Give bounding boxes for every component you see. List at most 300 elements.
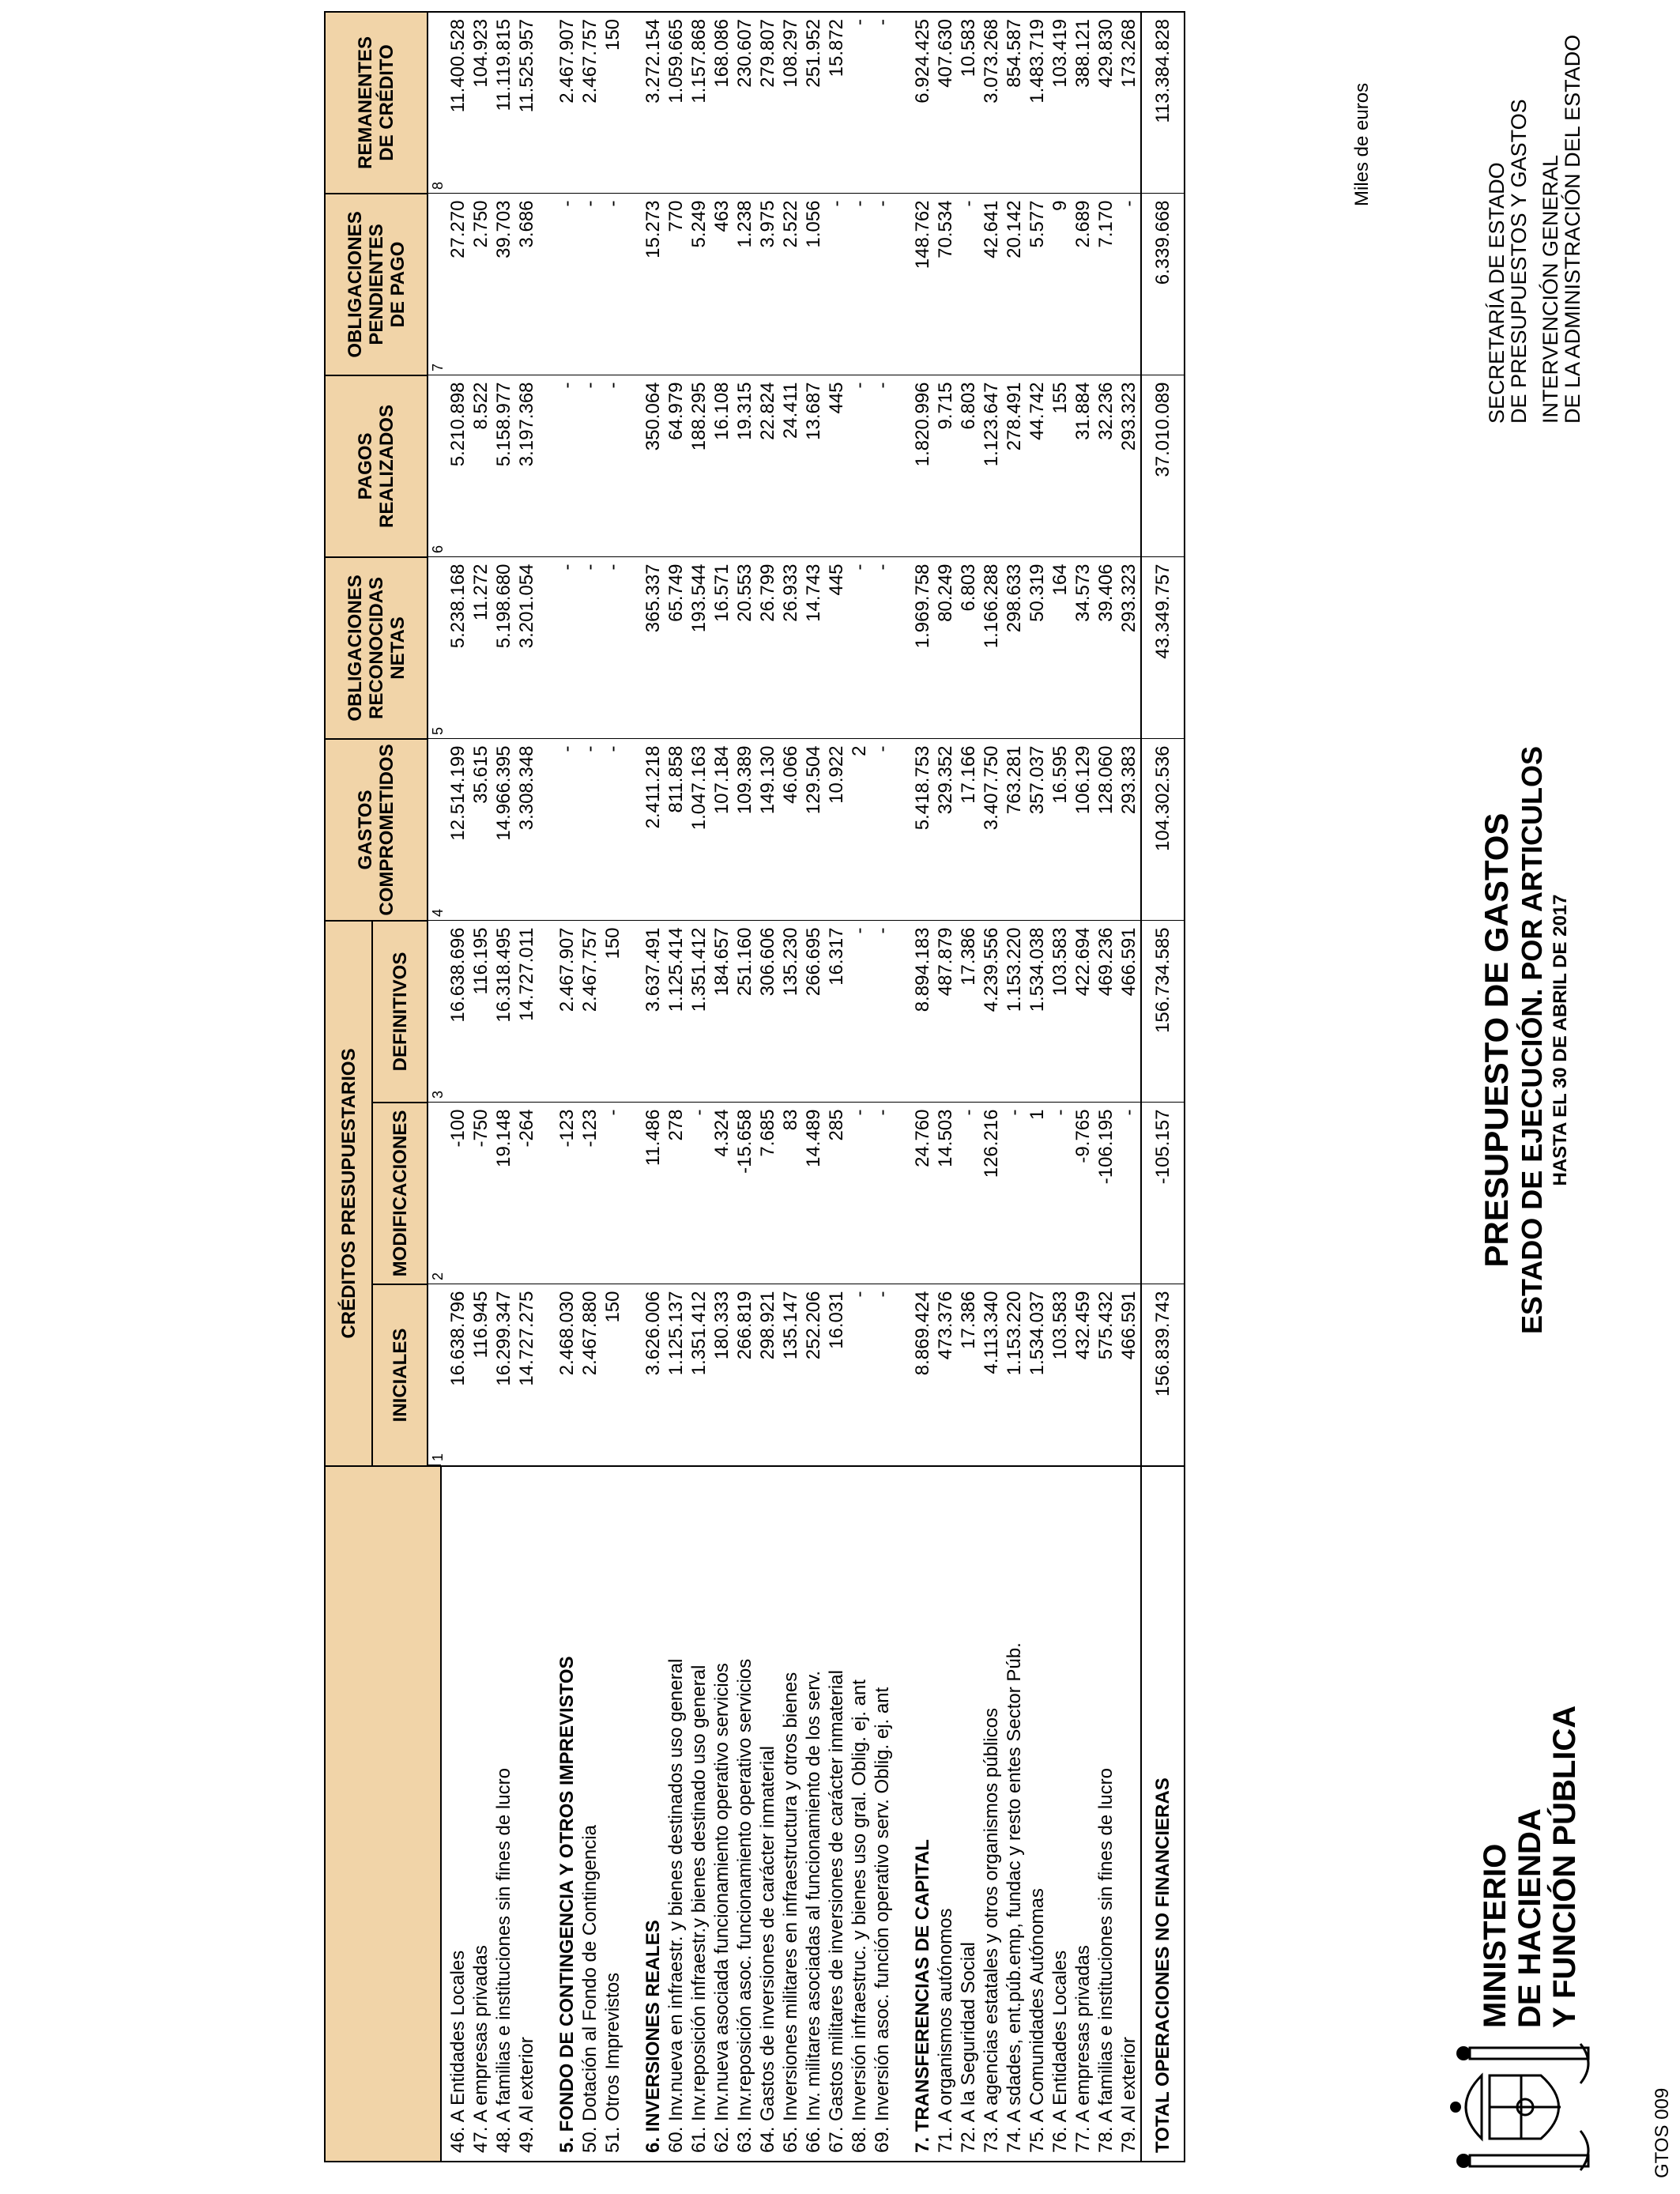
table-row — [957, 12, 980, 2162]
value-cell: 150 — [601, 921, 624, 1103]
row-label: 66. Inv. militares asociadas al funcionamiento de los serv. — [802, 1466, 825, 2162]
value-cell: 293.323 — [1117, 375, 1141, 557]
value-cell: - — [957, 194, 980, 375]
value-cell: 1.123.647 — [980, 375, 1003, 557]
value-cell: 2.467.880 — [578, 1284, 601, 1466]
spacer-cell — [894, 921, 911, 1103]
header-gastos-line-1: GASTOS — [355, 790, 376, 870]
value-cell: 4.324 — [710, 1103, 733, 1284]
row-label: 6. INVERSIONES REALES — [642, 1466, 665, 2162]
value-cell: 1.238 — [733, 194, 756, 375]
spacer-row — [624, 12, 642, 2162]
table-header — [325, 12, 446, 2162]
value-cell: - — [1003, 1103, 1026, 1284]
spacer-cell — [894, 1466, 911, 2162]
table-row — [492, 12, 515, 2162]
value-cell: 43.349.757 — [1141, 557, 1185, 739]
value-cell: -9.765 — [1072, 1103, 1094, 1284]
value-cell: - — [1049, 1103, 1072, 1284]
coat-of-arms-logo — [1438, 2040, 1604, 2174]
value-cell: 6.803 — [957, 375, 980, 557]
spacer-cell — [894, 375, 911, 557]
value-cell: 1.153.220 — [1003, 921, 1026, 1103]
value-cell: 10.583 — [957, 12, 980, 194]
value-cell: 180.333 — [710, 1284, 733, 1466]
value-cell: 11.525.957 — [515, 12, 538, 194]
spacer-cell — [624, 739, 642, 921]
value-cell: 2 — [848, 739, 871, 921]
spacer-cell — [624, 12, 642, 194]
spacer-cell — [538, 12, 556, 194]
column-number-cell — [428, 194, 446, 375]
value-cell: 129.504 — [802, 739, 825, 921]
row-label: 61. Inv.reposición infraestr.y bienes destinado uso general — [687, 1466, 710, 2162]
value-cell: 42.641 — [980, 194, 1003, 375]
value-cell: 16.638.796 — [441, 1284, 469, 1466]
value-cell: 156.839.743 — [1141, 1284, 1185, 1466]
value-cell: 113.384.828 — [1141, 12, 1185, 194]
spacer-cell — [894, 739, 911, 921]
header-modificaciones: MODIFICACIONES — [372, 1103, 428, 1284]
value-cell: 107.184 — [710, 739, 733, 921]
intervencion-line-1: INTERVENCIÓN GENERAL — [1539, 154, 1562, 424]
value-cell: 2.467.757 — [578, 12, 601, 194]
value-cell: - — [556, 739, 578, 921]
spacer-cell — [538, 1103, 556, 1284]
value-cell: 27.270 — [441, 194, 469, 375]
value-cell: 3.201.054 — [515, 557, 538, 739]
value-cell: 164 — [1049, 557, 1072, 739]
ministry-line-1: MINISTERIO — [1478, 1843, 1512, 2028]
spacer-cell — [538, 921, 556, 1103]
value-cell: -123 — [556, 1103, 578, 1284]
value-cell: 103.583 — [1049, 921, 1072, 1103]
value-cell: - — [556, 194, 578, 375]
value-cell: - — [687, 1103, 710, 1284]
row-label: 72. A la Seguridad Social — [957, 1466, 980, 2162]
header-obligaciones-line-2: RECONOCIDAS — [365, 576, 387, 719]
value-cell: 298.633 — [1003, 557, 1026, 739]
spacer-cell — [624, 557, 642, 739]
value-cell: 251.160 — [733, 921, 756, 1103]
value-cell: 9.715 — [934, 375, 957, 557]
value-cell: 24.411 — [779, 375, 802, 557]
table-row — [665, 12, 687, 2162]
table-row — [848, 12, 871, 2162]
header-pendientes — [325, 194, 428, 375]
value-cell: - — [848, 921, 871, 1103]
table-row — [469, 12, 492, 2162]
intervencion-line-2: DE LA ADMINISTRACIÓN DEL ESTADO — [1561, 34, 1584, 424]
row-label: 69. Inversión asoc. función operativo serv. Oblig. ej. ant — [871, 1466, 894, 2162]
value-cell: 1.059.665 — [665, 12, 687, 194]
value-cell: 15.872 — [825, 12, 848, 194]
value-cell: - — [601, 1103, 624, 1284]
value-cell: 3.626.006 — [642, 1284, 665, 1466]
value-cell: -15.658 — [733, 1103, 756, 1284]
value-cell: 156.734.585 — [1141, 921, 1185, 1103]
section-row — [911, 12, 934, 2162]
section-row — [556, 12, 578, 2162]
value-cell: 16.317 — [825, 921, 848, 1103]
row-label: 49. Al exterior — [515, 1466, 538, 2162]
value-cell: 5.577 — [1026, 194, 1049, 375]
value-cell: 293.383 — [1117, 739, 1141, 921]
value-cell: 5.210.898 — [441, 375, 469, 557]
row-label: 71. A organismos autónomos — [934, 1466, 957, 2162]
value-cell: 266.695 — [802, 921, 825, 1103]
value-cell: 2.522 — [779, 194, 802, 375]
value-cell: 155 — [1049, 375, 1072, 557]
value-cell: 128.060 — [1094, 739, 1117, 921]
value-cell: 3.686 — [515, 194, 538, 375]
value-cell: 135.230 — [779, 921, 802, 1103]
value-cell: 429.830 — [1094, 12, 1117, 194]
spacer-cell — [894, 194, 911, 375]
value-cell: 266.819 — [733, 1284, 756, 1466]
value-cell: 13.687 — [802, 375, 825, 557]
value-cell: 106.129 — [1072, 739, 1094, 921]
value-cell: 12.514.199 — [441, 739, 469, 921]
row-label: 75. A Comunidades Autónomas — [1026, 1466, 1049, 2162]
row-label: 7. TRANSFERENCIAS DE CAPITAL — [911, 1466, 934, 2162]
column-number-cell — [428, 1103, 446, 1284]
header-remanentes-line-2: DE CRÉDITO — [376, 44, 397, 161]
value-cell: 149.130 — [756, 739, 779, 921]
value-cell: 2.467.757 — [578, 921, 601, 1103]
header-pendientes-line-2: PENDIENTES — [365, 224, 387, 345]
value-cell: 14.489 — [802, 1103, 825, 1284]
table-row — [515, 12, 538, 2162]
table-row — [825, 12, 848, 2162]
value-cell: 6.924.425 — [911, 12, 934, 194]
column-number-cell — [428, 557, 446, 739]
header-pagos — [325, 375, 428, 557]
value-cell: 135.147 — [779, 1284, 802, 1466]
value-cell: 763.281 — [1003, 739, 1026, 921]
header-pendientes-line-3: DE PAGO — [386, 241, 409, 328]
value-cell: 50.319 — [1026, 557, 1049, 739]
row-label: 74. A sdades, ent.púb.emp, fundac y resto entes Sector Púb. — [1003, 1466, 1026, 2162]
spacer-row — [538, 12, 556, 2162]
value-cell: 17.386 — [957, 1284, 980, 1466]
value-cell: -750 — [469, 1103, 492, 1284]
value-cell: 298.921 — [756, 1284, 779, 1466]
value-cell: 1.483.719 — [1026, 12, 1049, 194]
value-cell: - — [601, 375, 624, 557]
table-row — [1072, 12, 1094, 2162]
header-gastos — [325, 739, 428, 921]
value-cell: 2.467.907 — [556, 921, 578, 1103]
value-cell: 32.236 — [1094, 375, 1117, 557]
value-cell: 108.297 — [779, 12, 802, 194]
value-cell: 46.066 — [779, 739, 802, 921]
value-cell: -100 — [441, 1103, 469, 1284]
value-cell: - — [871, 739, 894, 921]
table-row — [934, 12, 957, 2162]
value-cell: 17.386 — [957, 921, 980, 1103]
value-cell: 2.689 — [1072, 194, 1094, 375]
value-cell: -123 — [578, 1103, 601, 1284]
header-pendientes-line-1: OBLIGACIONES — [344, 211, 366, 358]
header-remanentes-line-1: REMANENTES — [355, 36, 376, 169]
spacer-cell — [538, 1284, 556, 1466]
value-cell: - — [1117, 194, 1141, 375]
value-cell: 8.522 — [469, 375, 492, 557]
value-cell: 9 — [1049, 194, 1072, 375]
value-cell: - — [848, 1284, 871, 1466]
value-cell: 278.491 — [1003, 375, 1026, 557]
value-cell: 422.694 — [1072, 921, 1094, 1103]
value-cell: 17.166 — [957, 739, 980, 921]
value-cell: - — [871, 1284, 894, 1466]
header-iniciales: INICIALES — [372, 1284, 428, 1466]
row-label: 51. Otros Imprevistos — [601, 1466, 624, 2162]
value-cell: 65.749 — [665, 557, 687, 739]
value-cell: 103.583 — [1049, 1284, 1072, 1466]
header-obligaciones-line-1: OBLIGACIONES — [344, 575, 366, 722]
table-row — [1117, 12, 1141, 2162]
value-cell: 1.125.137 — [665, 1284, 687, 1466]
value-cell: 16.318.495 — [492, 921, 515, 1103]
value-cell: 1.820.996 — [911, 375, 934, 557]
table-row — [687, 12, 710, 2162]
value-cell: 16.299.347 — [492, 1284, 515, 1466]
value-cell: - — [1117, 1103, 1141, 1284]
value-cell: 116.945 — [469, 1284, 492, 1466]
value-cell: 34.573 — [1072, 557, 1094, 739]
row-label: 5. FONDO DE CONTINGENCIA Y OTROS IMPREVISTOS — [556, 1466, 578, 2162]
row-label: 78. A familias e instituciones sin fines de lucro — [1094, 1466, 1117, 2162]
value-cell: - — [848, 557, 871, 739]
value-cell: 39.406 — [1094, 557, 1117, 739]
value-cell: 251.952 — [802, 12, 825, 194]
column-number: 7 — [430, 363, 446, 371]
value-cell: 1.351.412 — [687, 1284, 710, 1466]
value-cell: - — [601, 194, 624, 375]
spacer-cell — [624, 194, 642, 375]
value-cell: 173.268 — [1117, 12, 1141, 194]
value-cell: 15.273 — [642, 194, 665, 375]
value-cell: 1.351.412 — [687, 921, 710, 1103]
spacer-cell — [894, 1103, 911, 1284]
column-number: 1 — [430, 1453, 446, 1461]
units-label: Miles de euros — [1351, 82, 1373, 206]
table-row — [1049, 12, 1072, 2162]
value-cell: 1.534.038 — [1026, 921, 1049, 1103]
value-cell: 3.407.750 — [980, 739, 1003, 921]
value-cell: 14.503 — [934, 1103, 957, 1284]
value-cell: 4.113.340 — [980, 1284, 1003, 1466]
header-definitivos: DEFINITIVOS — [372, 921, 428, 1103]
value-cell: 1.969.758 — [911, 557, 934, 739]
value-cell: 3.975 — [756, 194, 779, 375]
column-number: 5 — [430, 726, 446, 735]
row-label: 68. Inversión infraestruc. y bienes uso gral. Oblig. ej. ant — [848, 1466, 871, 2162]
value-cell: 278 — [665, 1103, 687, 1284]
value-cell: 2.468.030 — [556, 1284, 578, 1466]
value-cell: 4.239.556 — [980, 921, 1003, 1103]
value-cell: 285 — [825, 1103, 848, 1284]
row-label: 65. Inversiones militares en infraestructura y otros bienes — [779, 1466, 802, 2162]
value-cell: -264 — [515, 1103, 538, 1284]
value-cell: 168.086 — [710, 12, 733, 194]
value-cell: - — [848, 12, 871, 194]
value-cell: 445 — [825, 375, 848, 557]
value-cell: 35.615 — [469, 739, 492, 921]
value-cell: 109.389 — [733, 739, 756, 921]
value-cell: 407.630 — [934, 12, 957, 194]
row-label: 63. Inv.reposición asoc. funcionamiento operativo servicios — [733, 1466, 756, 2162]
value-cell: 64.979 — [665, 375, 687, 557]
table-row — [710, 12, 733, 2162]
value-cell: 116.195 — [469, 921, 492, 1103]
value-cell: 357.037 — [1026, 739, 1049, 921]
row-label: 79. Al exterior — [1117, 1466, 1141, 2162]
value-cell: 1.534.037 — [1026, 1284, 1049, 1466]
value-cell: 463 — [710, 194, 733, 375]
value-cell: 1.166.288 — [980, 557, 1003, 739]
header-obligaciones-line-3: NETAS — [386, 616, 409, 680]
value-cell: 103.419 — [1049, 12, 1072, 194]
value-cell: - — [601, 739, 624, 921]
value-cell: 5.418.753 — [911, 739, 934, 921]
spacer-cell — [894, 12, 911, 194]
value-cell: 148.762 — [911, 194, 934, 375]
value-cell: - — [578, 375, 601, 557]
table-row — [1003, 12, 1026, 2162]
value-cell: 11.486 — [642, 1103, 665, 1284]
value-cell: 193.544 — [687, 557, 710, 739]
value-cell: 11.272 — [469, 557, 492, 739]
spacer-cell — [538, 1466, 556, 2162]
value-cell: 279.807 — [756, 12, 779, 194]
value-cell: 3.073.268 — [980, 12, 1003, 194]
value-cell: 44.742 — [1026, 375, 1049, 557]
value-cell: -106.195 — [1094, 1103, 1117, 1284]
header-pagos-line-2: REALIZADOS — [376, 404, 397, 528]
value-cell: 14.727.275 — [515, 1284, 538, 1466]
value-cell: 26.799 — [756, 557, 779, 739]
spacer-cell — [624, 1466, 642, 2162]
value-cell: 230.607 — [733, 12, 756, 194]
title-date: HASTA EL 30 DE ABRIL DE 2017 — [1550, 894, 1571, 1186]
value-cell: 126.216 — [980, 1103, 1003, 1284]
value-cell: 3.308.348 — [515, 739, 538, 921]
value-cell: 3.272.154 — [642, 12, 665, 194]
value-cell: 5.249 — [687, 194, 710, 375]
ministry-line-3: Y FUNCIÓN PÚBLICA — [1547, 1705, 1582, 2028]
value-cell: 11.400.528 — [441, 12, 469, 194]
value-cell: 14.727.011 — [515, 921, 538, 1103]
column-number-cell — [428, 12, 446, 194]
header-gastos-line-2: COMPROMETIDOS — [376, 744, 397, 916]
value-cell: 575.432 — [1094, 1284, 1117, 1466]
value-cell: - — [871, 375, 894, 557]
value-cell: 5.198.680 — [492, 557, 515, 739]
value-cell: 10.922 — [825, 739, 848, 921]
value-cell: - — [601, 557, 624, 739]
value-cell: 26.933 — [779, 557, 802, 739]
value-cell: 16.108 — [710, 375, 733, 557]
value-cell: 3.197.368 — [515, 375, 538, 557]
ministry-line-2: DE HACIENDA — [1512, 1808, 1547, 2028]
value-cell: - — [578, 194, 601, 375]
table-row — [1026, 12, 1049, 2162]
column-number-cell — [428, 921, 446, 1103]
value-cell: 1 — [1026, 1103, 1049, 1284]
row-label: 64. Gastos de inversiones de carácter inmaterial — [756, 1466, 779, 2162]
value-cell: 37.010.089 — [1141, 375, 1185, 557]
value-cell: 365.337 — [642, 557, 665, 739]
column-number-cell — [428, 1284, 446, 1466]
spacer-cell — [624, 1103, 642, 1284]
spacer-cell — [538, 194, 556, 375]
header-pagos-line-1: PAGOS — [355, 432, 376, 500]
value-cell: 770 — [665, 194, 687, 375]
spacer-cell — [624, 921, 642, 1103]
table-row — [1094, 12, 1117, 2162]
value-cell: 20.142 — [1003, 194, 1026, 375]
value-cell: - — [848, 1103, 871, 1284]
column-number: 6 — [430, 545, 446, 553]
row-label: 48. A familias e instituciones sin fines de lucro — [492, 1466, 515, 2162]
value-cell: - — [871, 12, 894, 194]
value-cell: 473.376 — [934, 1284, 957, 1466]
header-creditos: CRÉDITOS PRESUPUESTARIOS — [325, 921, 372, 1466]
value-cell: 16.031 — [825, 1284, 848, 1466]
value-cell: 2.750 — [469, 194, 492, 375]
value-cell: 14.966.395 — [492, 739, 515, 921]
title-main: PRESUPUESTO DE GASTOS — [1478, 812, 1515, 1268]
column-number: 8 — [430, 181, 446, 190]
total-row — [1141, 12, 1185, 2162]
value-cell: 70.534 — [934, 194, 957, 375]
value-cell: 6.803 — [957, 557, 980, 739]
value-cell: 22.824 — [756, 375, 779, 557]
value-cell: -105.157 — [1141, 1103, 1185, 1284]
value-cell: 14.743 — [802, 557, 825, 739]
value-cell: - — [848, 194, 871, 375]
value-cell: - — [871, 557, 894, 739]
value-cell: 1.157.868 — [687, 12, 710, 194]
value-cell: 150 — [601, 12, 624, 194]
value-cell: 5.238.168 — [441, 557, 469, 739]
column-number: 2 — [430, 1272, 446, 1280]
value-cell: 83 — [779, 1103, 802, 1284]
value-cell: 184.657 — [710, 921, 733, 1103]
value-cell: 2.411.218 — [642, 739, 665, 921]
row-label: 46. A Entidades Locales — [441, 1466, 469, 2162]
secretaria-line-2: DE PRESUPUESTOS Y GASTOS — [1507, 99, 1531, 424]
value-cell: 306.606 — [756, 921, 779, 1103]
table-body — [441, 12, 1185, 2162]
row-label: 47. A empresas privadas — [469, 1466, 492, 2162]
value-cell: 150 — [601, 1284, 624, 1466]
header-remanentes — [325, 12, 428, 194]
value-cell: 7.685 — [756, 1103, 779, 1284]
value-cell: 24.760 — [911, 1103, 934, 1284]
header-obligaciones — [325, 557, 428, 739]
spacer-cell — [538, 557, 556, 739]
value-cell: - — [871, 194, 894, 375]
table-row — [980, 12, 1003, 2162]
row-label: 77. A empresas privadas — [1072, 1466, 1094, 2162]
value-cell: 1.047.163 — [687, 739, 710, 921]
column-number-cell — [428, 739, 446, 921]
value-cell: 5.158.977 — [492, 375, 515, 557]
value-cell: - — [871, 1103, 894, 1284]
